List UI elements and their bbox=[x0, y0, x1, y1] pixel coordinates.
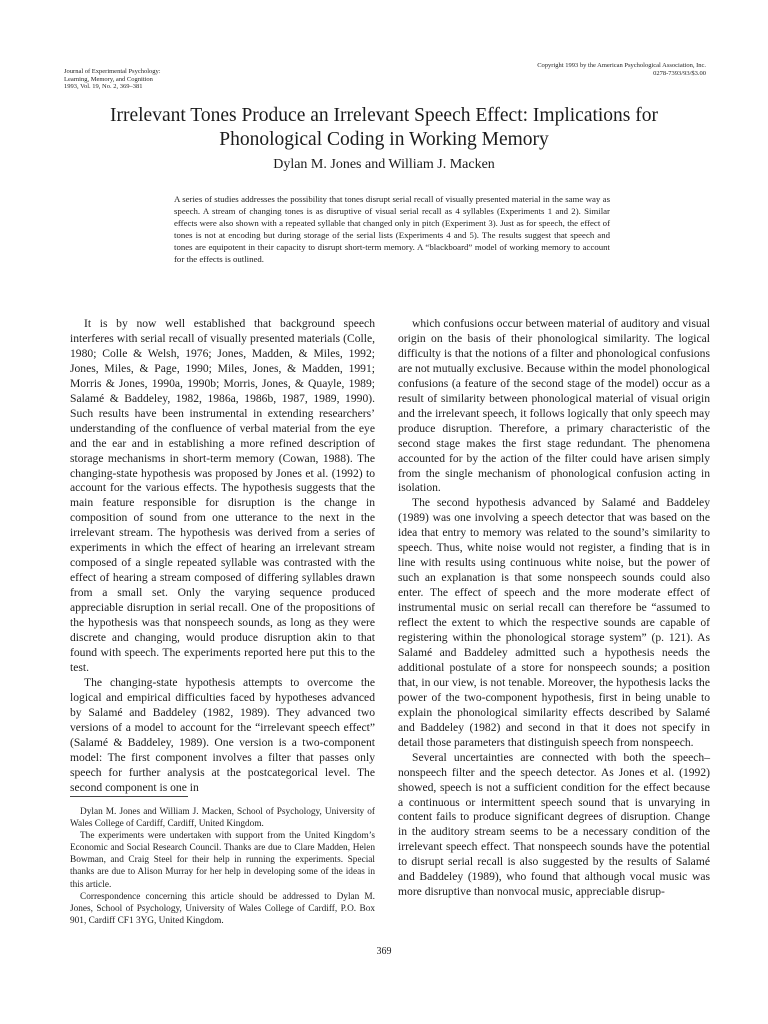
title-line-2: Phonological Coding in Working Memory bbox=[219, 129, 549, 150]
author-footnotes bbox=[70, 806, 375, 927]
body-paragraph: It is by now well established that background speech interferes with serial recall of visually presented materials (Colle, 1980; Colle & Welsh, 1976; Jones, Madden, & Miles, 1992; Jones, Miles, & Page, 1990; Miles, Jones, & Madden, 1991; Morris & Jones, 1990a, 1990b; Morris, Jones, & Quayle, 1989; Salamé & Baddeley, 1982, 1986a, 1986b, 1987, 1989, 1990). Such results have been instrumental in extending researchers’ understanding of the confluence of verbal material from the eye and the ear and in establishing a more refined description of storage mechanisms in short-term memory (Cowan, 1988). The changing-state hypothesis was proposed by Jones et al. (1992) to account for the various effects. The hypothesis suggests that the main feature responsible for disruption is the change in composition of sound from one utterance to the next in the irrelevant stream. The hypothesis was derived from a series of experiments in which the effect of hearing an irrelevant stream composed of a single repeated syllable was contrasted with the effect of hearing a stream composed of differing syllables drawn from a small set. Only the varying sequence produced appreciable disruption in serial recall. One of the propositions of the hypothesis was that nonspeech sounds, as long as they were discrete and changing, would produce disruption akin to that found with speech. The experiments reported here put this to the test. bbox=[70, 317, 375, 674]
footnote-correspondence: Correspondence concerning this article should be addressed to Dylan M. Jones, School of Psychology, University of Wales College of Cardiff, P.O. Box 901, Cardiff CF1 3YG, United Kingdom. bbox=[70, 891, 375, 926]
body-paragraph: which confusions occur between material of auditory and visual origin on the basis of their phonological similarity. The logical difficulty is that the notions of a filter and phonological confusions are not mutually exclusive. Because within the model phonological confusions (a feature of the second stage of the model) occur as a result of similarity between phonological material of visual origin and the irrelevant speech, it follows logically that only speech may produce disruption. Therefore, a primary characteristic of the second stage makes the first stage redundant. The phenomena accounted for by the action of the filter could have arisen simply from the single mechanism of phonological confusion acting in isolation. bbox=[398, 317, 710, 495]
footnote-acknowledgments: The experiments were undertaken with support from the United Kingdom’s Economic and Social Research Council. Thanks are due to Clare Madden, Helen Bowman, and Craig Steel for their help in running the experiments. Special thanks are due to Alison Murray for her help in developing some of the ideas in this article. bbox=[70, 831, 375, 890]
journal-section-line: Learning, Memory, and Cognition bbox=[64, 75, 153, 83]
body-column-left bbox=[70, 317, 375, 796]
copyright-line: Copyright 1993 by the American Psychological Association, Inc. bbox=[537, 62, 706, 69]
journal-name-line: Journal of Experimental Psychology: bbox=[64, 68, 161, 75]
journal-volume-line: 1993, Vol. 19, No. 2, 369–381 bbox=[64, 83, 143, 90]
body-paragraph: The second hypothesis advanced by Salamé and Baddeley (1989) was one involving a speech detector that was based on the idea that entry to memory was related to the sound’s similarity to speech. Thus, white noise would not register, a finding that is in line with results using continuous white noise, but the power of such an explanation is that some nonspeech sounds could also enter. The effect of speech and the more moderate effect of instrumental music on serial recall can therefore be “assumed to reflect the extent to which the respective sounds are capable of registering within the phonological storage system” (p. 121). As Salamé and Baddeley admitted such a hypothesis needs the additional postulate of a store for nonspeech sounds; a position that, in our view, is not tenable. Moreover, the hypothesis lacks the power of the two-component hypothesis, first in being unable to explain the phonological similarity effects described by Salamé and Baddeley (1982) and second in that it does not specify in detail those parameters that distinguish speech from nonspeech. bbox=[398, 496, 710, 749]
issn-line: 0278-7393/93/$3.00 bbox=[653, 69, 706, 77]
title-line-1: Irrelevant Tones Produce an Irrelevant Speech Effect: Implications for bbox=[109, 105, 659, 126]
author-list: Dylan M. Jones and William J. Macken bbox=[273, 157, 495, 172]
paper-title bbox=[60, 104, 708, 152]
footnote-affiliation: Dylan M. Jones and William J. Macken, School of Psychology, University of Wales College of Cardiff, Cardiff, United Kingdom. bbox=[70, 807, 375, 830]
copyright-notice bbox=[446, 62, 706, 77]
footnote-divider bbox=[70, 796, 188, 797]
page-number: 369 bbox=[376, 946, 392, 957]
abstract: A series of studies addresses the possibility that tones disrupt serial recall of visually presented material in the same way as speech. A stream of changing tones is as disruptive of visual serial recall as 4 syllables (Experiments 1 and 2). Similar effects were also shown with a repeated syllable that changed only in pitch (Experiment 3). Just as for speech, the effect of tones is not at encoding but during storage of the serial lists (Experiments 4 and 5). The results suggest that speech and tones are equipotent in their capacity to disrupt short-term memory. A “blackboard” model of working memory to account for the effects is outlined. bbox=[174, 194, 610, 265]
body-paragraph: The changing-state hypothesis attempts to overcome the logical and empirical difficulties faced by hypotheses advanced by Salamé and Baddeley (1982, 1989). They advanced two versions of a model to account for the “irrelevant speech effect” (Salamé & Baddeley, 1989). One version is a two-component model: The first component involves a filter that passes only speech for further analysis at the postcategorical level. The second component is one in bbox=[70, 675, 375, 794]
journal-citation bbox=[64, 68, 284, 91]
body-column-right bbox=[398, 317, 710, 900]
body-paragraph: Several uncertainties are connected with both the speech–nonspeech filter and the speech detector. As Jones et al. (1992) showed, speech is not a sufficient condition for the effect because a continuous or intermittent speech sound that is unvarying in content fails to produce significant degrees of disruption. Change in the auditory stream seems to be a necessary condition of the irrelevant speech effect. That nonspeech sounds have the potential to disrupt serial recall is also suggested by the results of Salamé and Baddeley (1989), who found that although vocal music was more disruptive than nonvocal music, appreciable disrup- bbox=[398, 750, 710, 899]
